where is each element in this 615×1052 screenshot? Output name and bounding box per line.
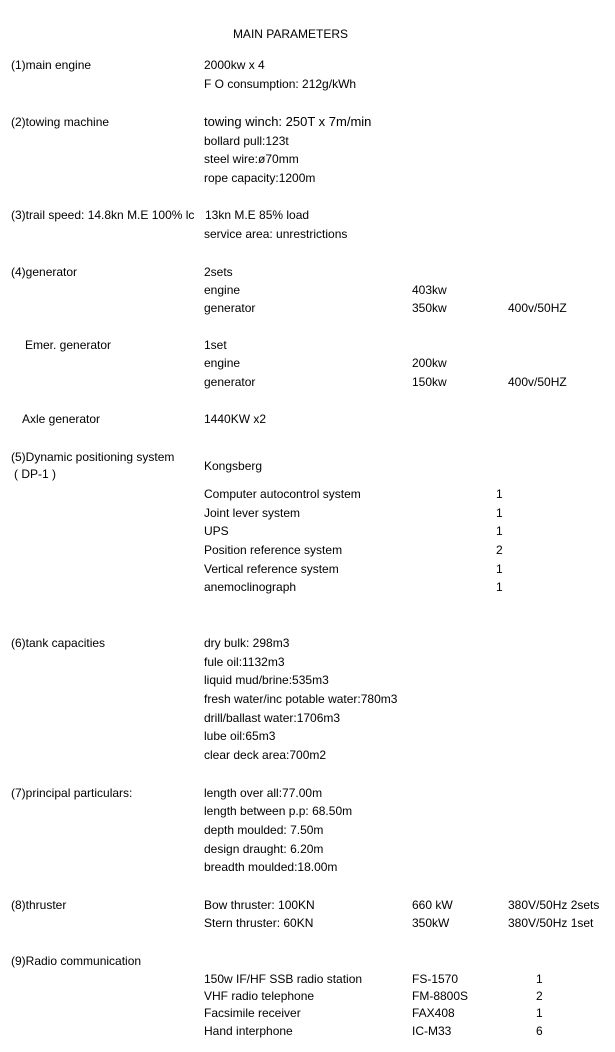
- generator-label: (4)generator: [11, 265, 78, 279]
- dp-item-qty: 1: [496, 562, 503, 576]
- dp-label-sub: ( DP-1 ): [14, 467, 56, 481]
- principal-item: breadth moulded:18.00m: [204, 860, 338, 874]
- dp-item-name: Computer autocontrol system: [204, 487, 361, 501]
- dp-item-qty: 2: [496, 543, 503, 557]
- tank-item: dry bulk: 298m3: [204, 636, 290, 650]
- principal-item: design draught: 6.20m: [204, 842, 324, 856]
- radio-item-name: Hand interphone: [204, 1024, 293, 1038]
- radio-item-qty: 1: [536, 1006, 543, 1020]
- bollard-pull: bollard pull:123t: [204, 134, 289, 148]
- generator-gen-volt: 400v/50HZ: [508, 301, 567, 315]
- radio-item-model: FAX408: [412, 1006, 455, 1020]
- dp-item-name: anemoclinograph: [204, 580, 297, 594]
- principal-item: depth moulded: 7.50m: [204, 823, 324, 837]
- stern-thruster-power: 350kW: [412, 916, 450, 930]
- axle-generator-value: 1440KW x2: [204, 412, 267, 426]
- emer-generator-sets: 1set: [204, 338, 227, 352]
- principal-label: (7)principal particulars:: [11, 786, 133, 800]
- radio-item-name: 150w IF/HF SSB radio station: [204, 972, 363, 986]
- stern-thruster-spec: 380V/50Hz 1set: [508, 916, 594, 930]
- generator-engine-value: 403kw: [412, 283, 447, 297]
- bow-thruster-power: 660 kW: [412, 898, 453, 912]
- dp-item-name: Vertical reference system: [204, 562, 339, 576]
- radio-item-name: Facsimile receiver: [204, 1006, 301, 1020]
- emer-gen-label: generator: [204, 375, 256, 389]
- main-engine-label: (1)main engine: [11, 58, 92, 72]
- radio-label: (9)Radio communication: [11, 954, 142, 968]
- page-title: MAIN PARAMETERS: [232, 27, 349, 41]
- towing-machine-label: (2)towing machine: [11, 115, 110, 129]
- radio-item-qty: 1: [536, 972, 543, 986]
- generator-sets: 2sets: [204, 265, 233, 279]
- stern-thruster-name: Stern thruster: 60KN: [204, 916, 314, 930]
- radio-item-model: IC-M33: [412, 1024, 452, 1038]
- tank-item: lube oil:65m3: [204, 729, 276, 743]
- service-area: service area: unrestrictions: [204, 227, 348, 241]
- generator-gen-value: 350kw: [412, 301, 447, 315]
- dp-item-qty: 1: [496, 487, 503, 501]
- thruster-label: (8)thruster: [11, 898, 67, 912]
- radio-item-model: FS-1570: [412, 972, 459, 986]
- tank-item: fule oil:1132m3: [204, 655, 285, 669]
- dp-item-qty: 1: [496, 506, 503, 520]
- towing-winch: towing winch: 250T x 7m/min: [204, 114, 372, 129]
- emer-generator-label: Emer. generator: [25, 338, 112, 352]
- tank-item: liquid mud/brine:535m3: [204, 673, 329, 687]
- bow-thruster-spec: 380V/50Hz 2sets: [508, 898, 600, 912]
- axle-generator-label: Axle generator: [22, 412, 101, 426]
- emer-engine-value: 200kw: [412, 356, 447, 370]
- trail-speed-value: 13kn M.E 85% load: [205, 208, 310, 222]
- tank-item: fresh water/inc potable water:780m3: [204, 692, 398, 706]
- trail-speed-label: (3)trail speed: 14.8kn M.E 100% lc: [11, 208, 195, 222]
- radio-item-qty: 2: [536, 989, 543, 1003]
- dp-maker: Kongsberg: [204, 459, 263, 473]
- principal-item: length over all:77.00m: [204, 786, 323, 800]
- generator-gen-label: generator: [204, 301, 256, 315]
- emer-gen-value: 150kw: [412, 375, 447, 389]
- generator-engine-label: engine: [204, 283, 241, 297]
- main-engine-power: 2000kw x 4: [204, 58, 265, 72]
- dp-item-name: Joint lever system: [204, 506, 301, 520]
- emer-engine-label: engine: [204, 356, 241, 370]
- dp-label: (5)Dynamic positioning system: [11, 450, 175, 464]
- dp-item-qty: 1: [496, 524, 503, 538]
- radio-item-name: VHF radio telephone: [204, 989, 315, 1003]
- radio-item-qty: 6: [536, 1024, 543, 1038]
- dp-item-name: UPS: [204, 524, 229, 538]
- tank-item: clear deck area:700m2: [204, 748, 327, 762]
- tank-item: drill/ballast water:1706m3: [204, 711, 341, 725]
- rope-capacity: rope capacity:1200m: [204, 171, 316, 185]
- main-engine-fo: F O consumption: 212g/kWh: [204, 77, 357, 91]
- emer-gen-volt: 400v/50HZ: [508, 375, 567, 389]
- dp-item-qty: 1: [496, 580, 503, 594]
- tank-label: (6)tank capacities: [11, 636, 106, 650]
- bow-thruster-name: Bow thruster: 100KN: [204, 898, 315, 912]
- principal-item: length between p.p: 68.50m: [204, 804, 353, 818]
- radio-item-model: FM-8800S: [412, 989, 469, 1003]
- dp-item-name: Position reference system: [204, 543, 343, 557]
- steel-wire: steel wire:ø70mm: [204, 152, 299, 166]
